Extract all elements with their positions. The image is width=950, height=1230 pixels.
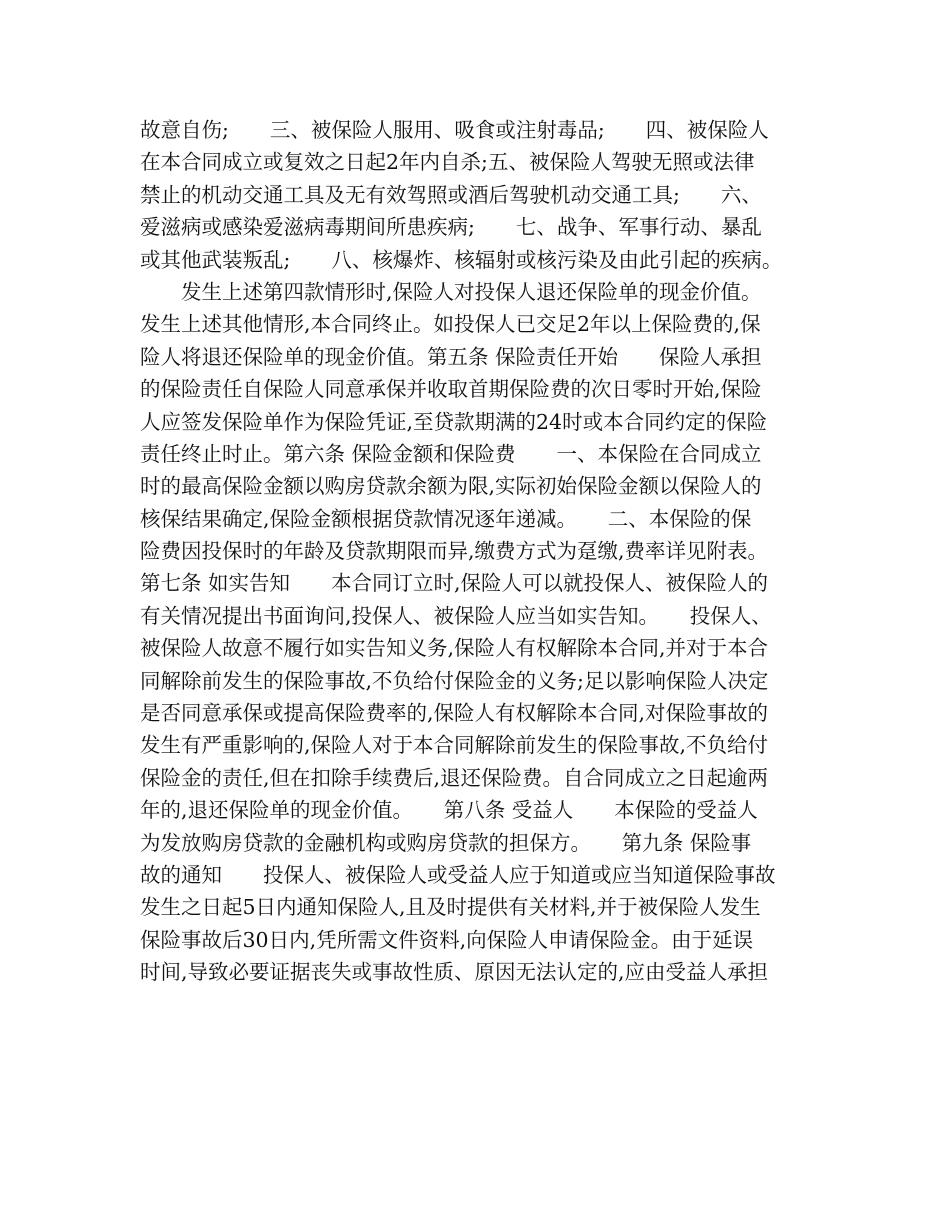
text-line: 第七条 如实告知 本合同订立时,保险人可以就投保人、被保险人的: [140, 571, 769, 596]
text-line: 年的,退还保险单的现金价值。 第八条 受益人 本保险的受益人: [140, 798, 758, 823]
text-line: 在本合同成立或复效之日起2年内自杀;五、被保险人驾驶无照或法律: [140, 150, 755, 175]
text-line: 保险金的责任,但在扣除手续费后,退还保险费。自合同成立之日起逾两: [140, 765, 769, 790]
text-line: 有关情况提出书面询问,投保人、被保险人应当如实告知。 投保人、: [140, 603, 772, 628]
text-line: 或其他武装叛乱; 八、核爆炸、核辐射或核污染及由此引起的疾病。: [140, 247, 783, 272]
text-line: 禁止的机动交通工具及无有效驾照或酒后驾驶机动交通工具; 六、: [140, 182, 762, 207]
text-line: 险费因投保时的年龄及贷款期限而异,缴费方式为趸缴,费率详见附表。: [140, 539, 769, 564]
text-line: 责任终止时止。第六条 保险金额和保险费 一、本保险在合同成立: [140, 441, 762, 466]
text-line: 同解除前发生的保险事故,不负给付保险金的义务;足以影响保险人决定: [140, 668, 769, 693]
text-line: 时间,导致必要证据丧失或事故性质、原因无法认定的,应由受益人承担: [140, 960, 769, 985]
text-line: 保险事故后30日内,凭所需文件资料,向保险人申请保险金。由于延误: [140, 927, 754, 952]
text-line: 险人将退还保险单的现金价值。第五条 保险责任开始 保险人承担: [140, 344, 762, 369]
text-line: 发生有严重影响的,保险人对于本合同解除前发生的保险事故,不负给付: [140, 733, 769, 758]
text-line: 发生之日起5日内通知保险人,且及时提供有关材料,并于被保险人发生: [140, 895, 761, 920]
text-line: 发生上述其他情形,本合同终止。如投保人已交足2年以上保险费的,保: [140, 312, 761, 337]
text-line: 为发放购房贷款的金融机构或购房贷款的担保方。 第九条 保险事: [140, 830, 752, 855]
text-line: 是否同意承保或提高保险费率的,保险人有权解除本合同,对保险事故的: [140, 701, 769, 726]
text-line: 人应签发保险单作为保险凭证,至贷款期满的24时或本合同约定的保险: [140, 409, 768, 434]
text-line: 被保险人故意不履行如实告知义务,保险人有权解除本合同,并对于本合: [140, 636, 769, 661]
text-line: 时的最高保险金额以购房贷款余额为限,实际初始保险金额以保险人的: [140, 474, 762, 499]
text-line: 发生上述第四款情形时,保险人对投保人退还保险单的现金价值。: [140, 279, 762, 304]
text-line: 的保险责任自保险人同意承保并收取首期保险费的次日零时开始,保险: [140, 377, 762, 402]
body-text: [140, 114, 820, 989]
text-line: 爱滋病或感染爱滋病毒期间所患疾病; 七、战争、军事行动、暴乱: [140, 215, 762, 240]
text-line: 故的通知 投保人、被保险人或受益人应于知道或应当知道保险事故: [140, 862, 776, 887]
text-line: 核保结果确定,保险金额根据贷款情况逐年递减。 二、本保险的保: [140, 506, 752, 531]
text-line: 故意自伤; 三、被保险人服用、吸食或注射毒品; 四、被保险人: [140, 118, 769, 142]
